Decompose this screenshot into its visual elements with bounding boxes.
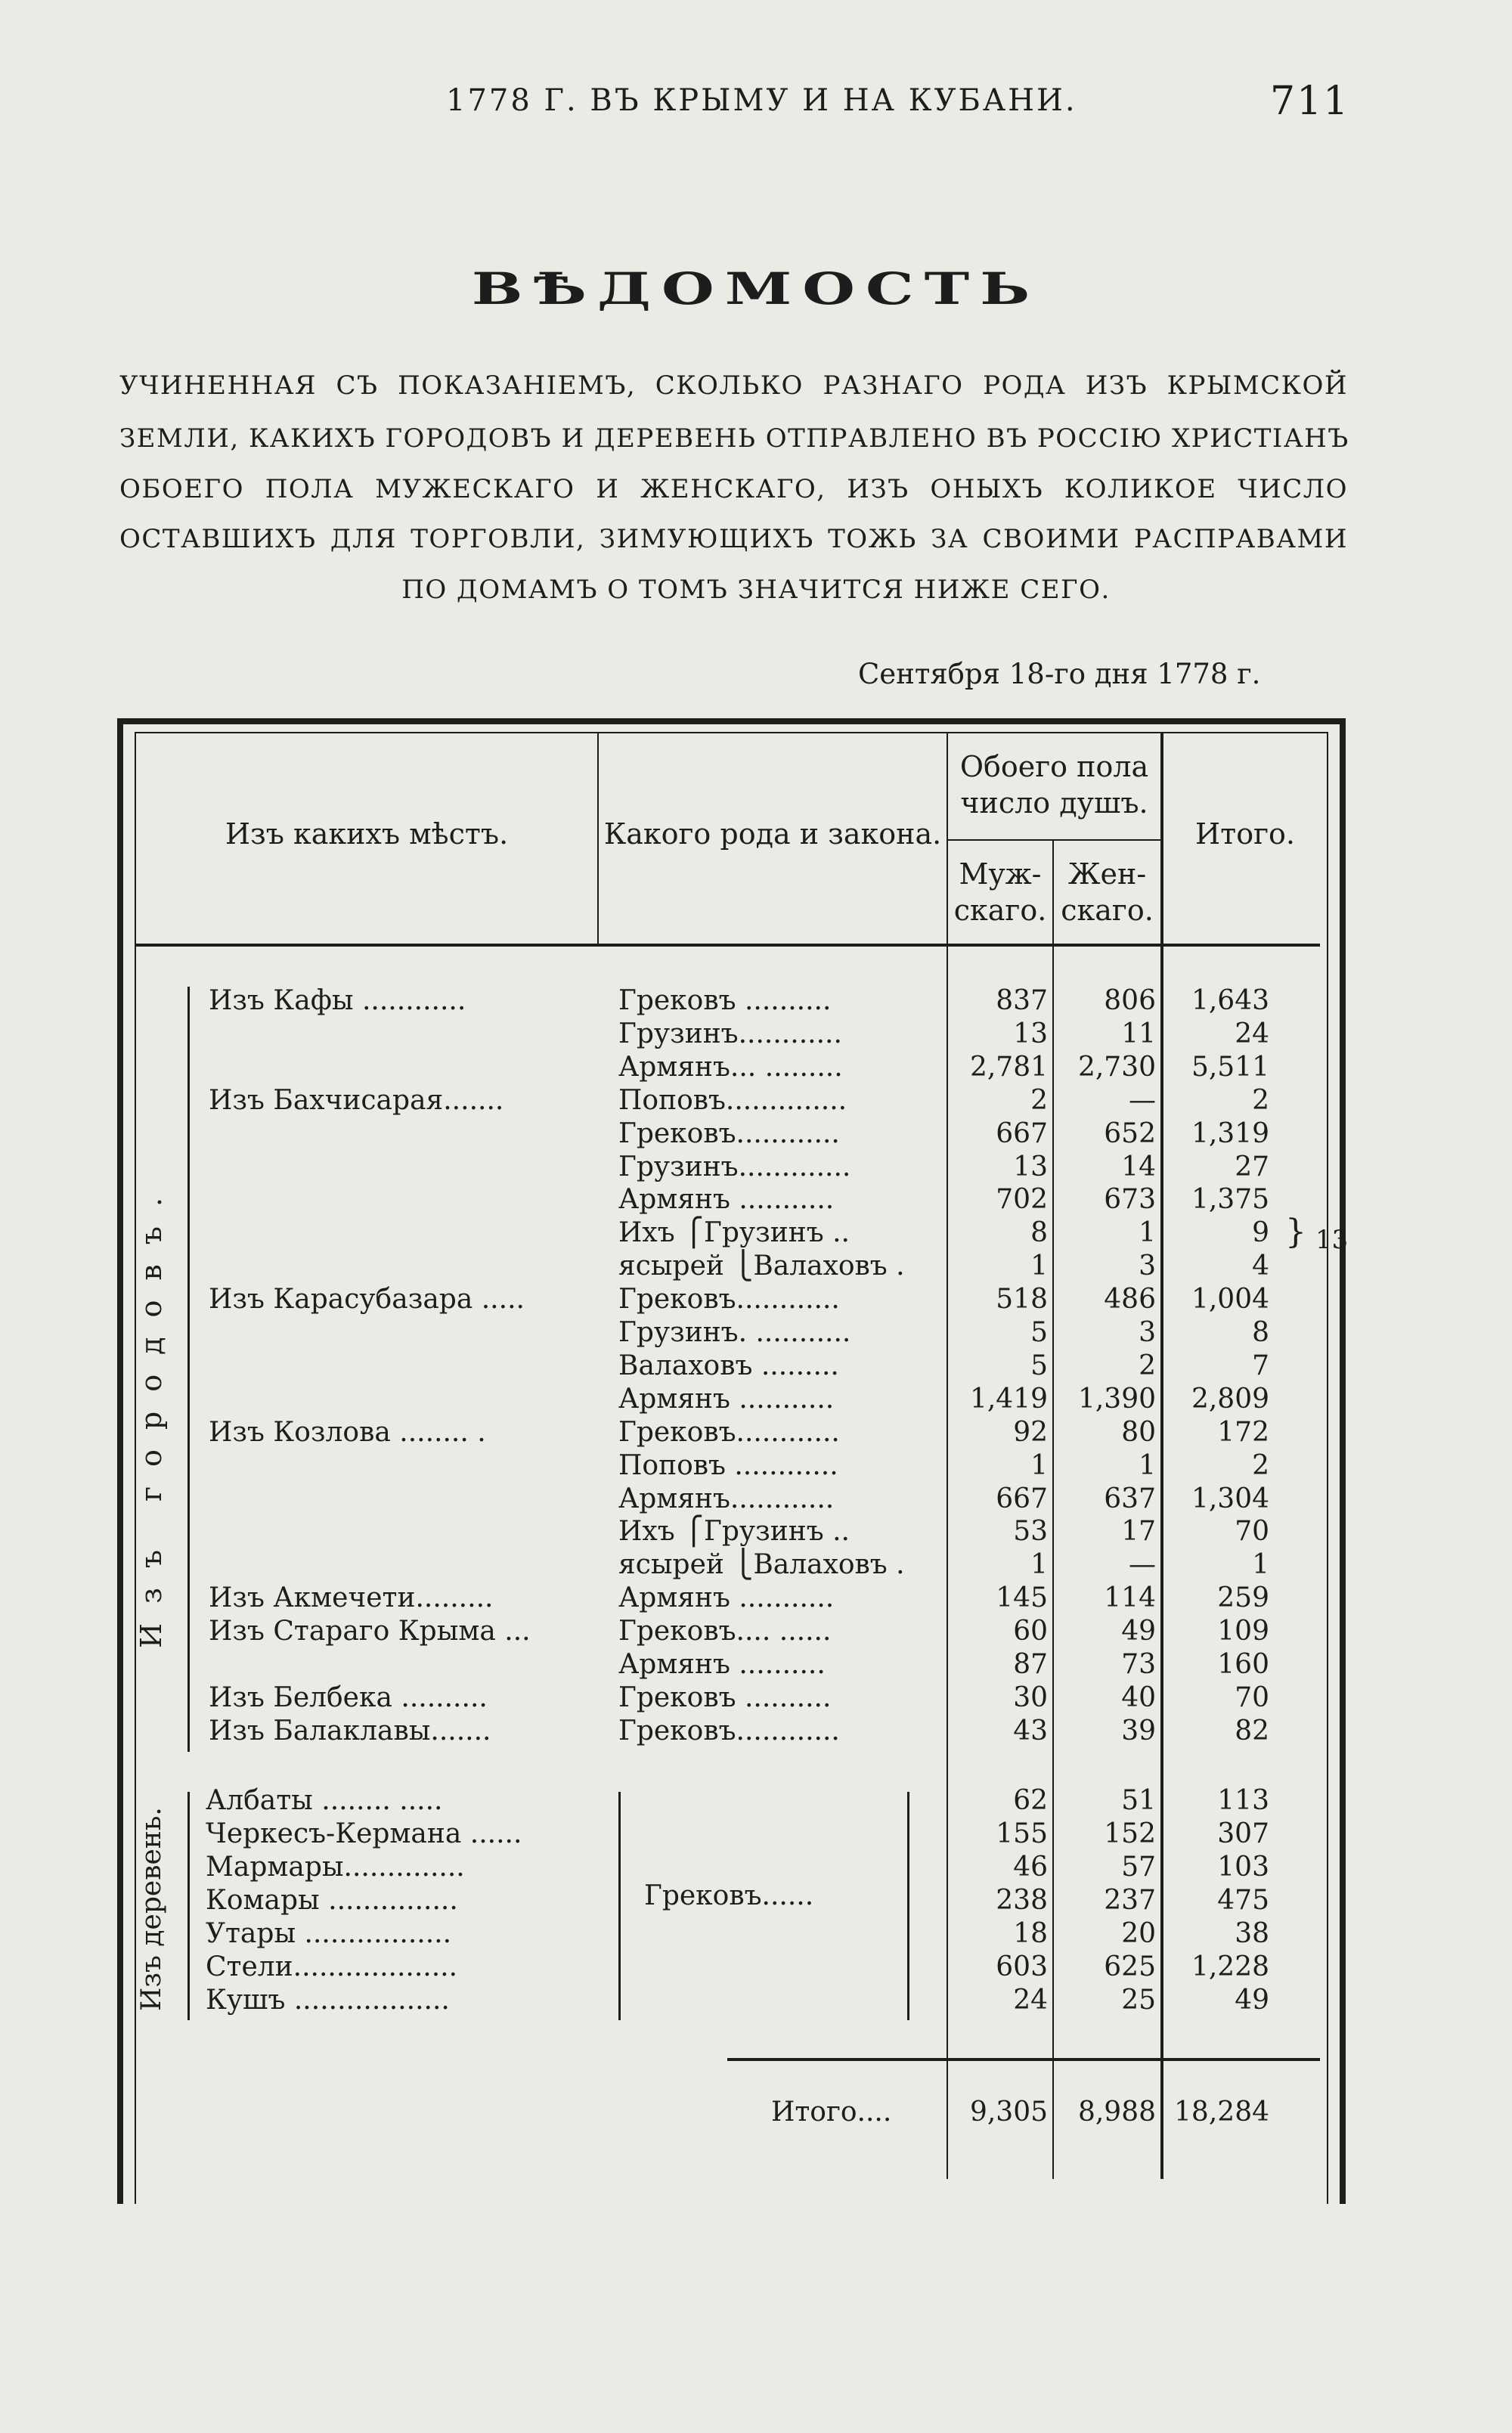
town-row-kind: Поповъ..............: [618, 1085, 847, 1116]
village-row-female: 20: [1121, 1918, 1156, 1949]
town-row-total: 160: [1217, 1649, 1269, 1680]
town-row-place: Изъ Бахчисарая.......: [209, 1085, 504, 1116]
town-row-female: 49: [1121, 1616, 1156, 1647]
town-row-male: 667: [996, 1118, 1048, 1149]
town-row-total: 1,375: [1191, 1184, 1269, 1215]
table-left-border: [117, 718, 123, 2204]
col-header-both-l2: число душъ.: [960, 786, 1148, 820]
town-row-female: 486: [1104, 1284, 1156, 1315]
col-header-total: Итого.: [1195, 817, 1295, 851]
town-row-total: 1,643: [1191, 985, 1269, 1016]
town-row-total: 70: [1235, 1516, 1269, 1547]
town-row-male: 87: [1013, 1649, 1048, 1680]
village-row-male: 603: [996, 1951, 1048, 1982]
village-kind: Грековъ......: [644, 1880, 814, 1911]
col-header-female-l2: скаго.: [1061, 894, 1154, 927]
village-row-female: 25: [1121, 1985, 1156, 2016]
town-row-total: 1,004: [1191, 1284, 1269, 1315]
town-row-kind: Грековъ............: [618, 1284, 840, 1315]
col-header-male-l1: Муж-: [959, 857, 1042, 891]
village-row-total: 307: [1217, 1818, 1269, 1849]
town-row-total: 2,809: [1191, 1384, 1269, 1415]
date-line: Сентября 18-го дня 1778 г.: [858, 658, 1261, 690]
town-row-kind: Ихъ ⎧Грузинъ ..: [618, 1516, 850, 1547]
town-row-place: Изъ Стараго Крыма ...: [209, 1616, 531, 1647]
town-row-male: 13: [1013, 1151, 1048, 1182]
total-female: 8,988: [1077, 2097, 1156, 2128]
town-row-female: 2,730: [1077, 1052, 1156, 1083]
town-row-total: 5,511: [1191, 1052, 1269, 1083]
town-row-female: 1: [1139, 1450, 1156, 1481]
town-row-total: 1: [1252, 1549, 1269, 1580]
village-row-female: 57: [1121, 1852, 1156, 1883]
town-row-female: 40: [1121, 1682, 1156, 1713]
town-row-place: Изъ Белбека ..........: [209, 1682, 488, 1713]
col-header-kind: Какого рода и закона.: [603, 817, 942, 851]
town-row-female: 1,390: [1077, 1384, 1156, 1415]
header-rule: [135, 944, 1320, 947]
town-row-female: —: [1129, 1085, 1156, 1116]
subtitle-line-2: ЗЕМЛИ, КАКИХЪ ГОРОДОВЪ И ДЕРЕВЕНЬ ОТПРАВЛЕНО ВЪ РОССІЮ ХРИСТІАНЪ: [119, 423, 1349, 454]
town-row-total: 172: [1217, 1417, 1269, 1448]
town-row-female: 3: [1139, 1251, 1156, 1282]
town-row-kind: Армянъ ...........: [618, 1184, 835, 1215]
town-row-female: 2: [1139, 1350, 1156, 1381]
town-row-total: 2: [1252, 1450, 1269, 1481]
col-header-female-l1: Жен-: [1067, 857, 1147, 891]
towns-brace: [187, 987, 190, 1752]
subtitle-line-5: ПО ДОМАМЪ О ТОМЪ ЗНАЧИТСЯ НИЖЕ СЕГО.: [401, 575, 1111, 605]
village-row-total: 113: [1217, 1785, 1269, 1816]
village-row-male: 24: [1013, 1985, 1048, 2016]
village-row-female: 51: [1121, 1785, 1156, 1816]
town-row-total: 82: [1235, 1715, 1269, 1746]
town-row-place: Изъ Кафы ............: [209, 985, 466, 1016]
table-inner-right-line: [1327, 732, 1328, 2204]
subtitle-line-3: ОБОЕГО ПОЛА МУЖЕСКАГО И ЖЕНСКАГО, ИЗЪ ОНЫХЪ КОЛИКОЕ ЧИСЛО: [119, 474, 1348, 504]
col-header-male-l2: скаго.: [953, 894, 1047, 927]
town-row-total: 24: [1235, 1018, 1269, 1049]
town-row-male: 1: [1030, 1549, 1048, 1580]
town-row-kind: Валаховъ .........: [618, 1350, 839, 1381]
town-row-kind: Ихъ ⎧Грузинъ ..: [618, 1217, 850, 1248]
town-row-male: 8: [1030, 1217, 1048, 1248]
town-row-female: 39: [1121, 1715, 1156, 1746]
town-row-kind: Армянъ... .........: [618, 1052, 843, 1083]
town-row-total: 2: [1252, 1085, 1269, 1116]
village-row-place: Черкесъ-Кермана ......: [206, 1818, 522, 1849]
village-row-total: 475: [1217, 1885, 1269, 1916]
town-row-kind: Грековъ............: [618, 1118, 840, 1149]
town-row-male: 30: [1013, 1682, 1048, 1713]
town-row-total: 27: [1235, 1151, 1269, 1182]
running-header: 1778 Г. ВЪ КРЫМУ И НА КУБАНИ.: [446, 83, 1077, 118]
town-row-kind: Грековъ ..........: [618, 1682, 832, 1713]
town-row-female: 652: [1104, 1118, 1156, 1149]
table-inner-top-line: [135, 732, 1328, 733]
town-row-kind: Поповъ ............: [618, 1450, 838, 1481]
town-row-male: 667: [996, 1483, 1048, 1514]
town-row-total: 259: [1217, 1582, 1269, 1613]
yasyr-sum-brace: }: [1285, 1213, 1306, 1251]
town-row-kind: Армянъ ...........: [618, 1582, 835, 1613]
town-row-kind: Грековъ............: [618, 1715, 840, 1746]
village-row-total: 49: [1235, 1985, 1269, 2016]
village-row-place: Утары .................: [206, 1918, 452, 1949]
group-label-villages: Изъ деревень.: [136, 1807, 167, 2011]
town-row-male: 53: [1013, 1516, 1048, 1547]
total-rule: [727, 2058, 1320, 2061]
village-row-total: 38: [1235, 1918, 1269, 1949]
town-row-female: 114: [1104, 1582, 1156, 1613]
village-row-total: 103: [1217, 1852, 1269, 1883]
town-row-male: 518: [996, 1284, 1048, 1315]
town-row-kind: Грековъ ..........: [618, 985, 832, 1016]
town-row-kind: Грузинъ.............: [618, 1151, 851, 1182]
town-row-female: 14: [1121, 1151, 1156, 1182]
town-row-place: Изъ Балаклавы.......: [209, 1715, 491, 1746]
village-row-female: 237: [1104, 1885, 1156, 1916]
town-row-kind: Армянъ ...........: [618, 1384, 835, 1415]
town-row-male: 1: [1030, 1450, 1048, 1481]
town-row-female: 73: [1121, 1649, 1156, 1680]
town-row-female: 806: [1104, 985, 1156, 1016]
town-row-male: 2,781: [969, 1052, 1048, 1083]
group-label-towns: Изъ городовъ.: [135, 1177, 168, 1648]
villages-brace-left-kind: [907, 1792, 909, 2020]
town-row-total: 9: [1252, 1217, 1269, 1248]
town-row-female: 3: [1139, 1317, 1156, 1348]
town-row-male: 2: [1030, 1085, 1048, 1116]
page-number: 711: [1270, 79, 1350, 124]
town-row-total: 109: [1217, 1616, 1269, 1647]
town-row-male: 1,419: [969, 1384, 1048, 1415]
town-row-total: 4: [1252, 1251, 1269, 1282]
town-row-female: 637: [1104, 1483, 1156, 1514]
town-row-kind: Армянъ............: [618, 1483, 835, 1514]
village-row-female: 625: [1104, 1951, 1156, 1982]
town-row-female: 673: [1104, 1184, 1156, 1215]
table-right-border: [1340, 718, 1346, 2204]
town-row-female: —: [1129, 1549, 1156, 1580]
total-male: 9,305: [969, 2097, 1048, 2128]
town-row-female: 11: [1121, 1018, 1156, 1049]
town-row-male: 92: [1013, 1417, 1048, 1448]
town-row-male: 145: [996, 1582, 1048, 1613]
village-row-male: 18: [1013, 1918, 1048, 1949]
village-row-place: Албаты ........ .....: [206, 1785, 443, 1816]
village-row-female: 152: [1104, 1818, 1156, 1849]
total-grand: 18,284: [1174, 2097, 1269, 2128]
town-row-kind: Грековъ............: [618, 1417, 840, 1448]
village-row-place: Мармары..............: [206, 1852, 465, 1883]
col-header-place: Изъ какихъ мѣстъ.: [225, 817, 509, 851]
col-header-both-l1: Обоего пола: [959, 750, 1149, 783]
villages-brace-right: [618, 1792, 621, 2020]
village-row-male: 155: [996, 1818, 1048, 1849]
header-both-rule: [947, 839, 1162, 841]
town-row-total: 70: [1235, 1682, 1269, 1713]
town-row-male: 60: [1013, 1616, 1048, 1647]
town-row-total: 8: [1252, 1317, 1269, 1348]
town-row-total: 1,319: [1191, 1118, 1269, 1149]
village-row-place: Комары ...............: [206, 1885, 458, 1916]
town-row-male: 5: [1030, 1317, 1048, 1348]
town-row-male: 837: [996, 985, 1048, 1016]
town-row-place: Изъ Карасубазара .....: [209, 1284, 525, 1315]
town-row-female: 17: [1121, 1516, 1156, 1547]
document-title: ВѢДОМОСТЬ: [471, 263, 1041, 315]
town-row-kind: Грузинъ............: [618, 1018, 842, 1049]
table-top-border: [117, 718, 1346, 724]
village-row-total: 1,228: [1191, 1951, 1269, 1982]
town-row-kind: ясырей ⎩Валаховъ .: [618, 1549, 905, 1580]
town-row-place: Изъ Козлова ........ .: [209, 1417, 486, 1448]
village-row-place: Стели...................: [206, 1951, 458, 1982]
town-row-kind: Грековъ.... ......: [618, 1616, 832, 1647]
villages-brace: [187, 1792, 190, 2020]
town-row-male: 1: [1030, 1251, 1048, 1282]
town-row-kind: ясырей ⎩Валаховъ .: [618, 1251, 905, 1282]
village-row-male: 46: [1013, 1852, 1048, 1883]
total-label: Итого....: [771, 2097, 892, 2128]
town-row-female: 1: [1139, 1217, 1156, 1248]
village-row-place: Кушъ ..................: [206, 1985, 450, 2016]
subtitle-line-1: УЧИНЕННАЯ СЪ ПОКАЗАНІЕМЪ, СКОЛЬКО РАЗНАГО РОДА ИЗЪ КРЫМСКОЙ: [119, 370, 1348, 401]
town-row-kind: Грузинъ. ...........: [618, 1317, 851, 1348]
town-row-total: 1,304: [1191, 1483, 1269, 1514]
town-row-male: 5: [1030, 1350, 1048, 1381]
town-row-total: 7: [1252, 1350, 1269, 1381]
town-row-kind: Армянъ ..........: [618, 1649, 826, 1680]
village-row-male: 238: [996, 1885, 1048, 1916]
town-row-male: 43: [1013, 1715, 1048, 1746]
village-row-male: 62: [1013, 1785, 1048, 1816]
yasyr-sum: 13: [1315, 1225, 1349, 1255]
subtitle-line-4: ОСТАВШИХЪ ДЛЯ ТОРГОВЛИ, ЗИМУЮЩИХЪ ТОЖЬ ЗА СВОИМИ РАСПРАВАМИ: [119, 524, 1348, 554]
town-row-male: 702: [996, 1184, 1048, 1215]
town-row-place: Изъ Акмечети.........: [209, 1582, 494, 1613]
town-row-male: 13: [1013, 1018, 1048, 1049]
town-row-female: 80: [1121, 1417, 1156, 1448]
